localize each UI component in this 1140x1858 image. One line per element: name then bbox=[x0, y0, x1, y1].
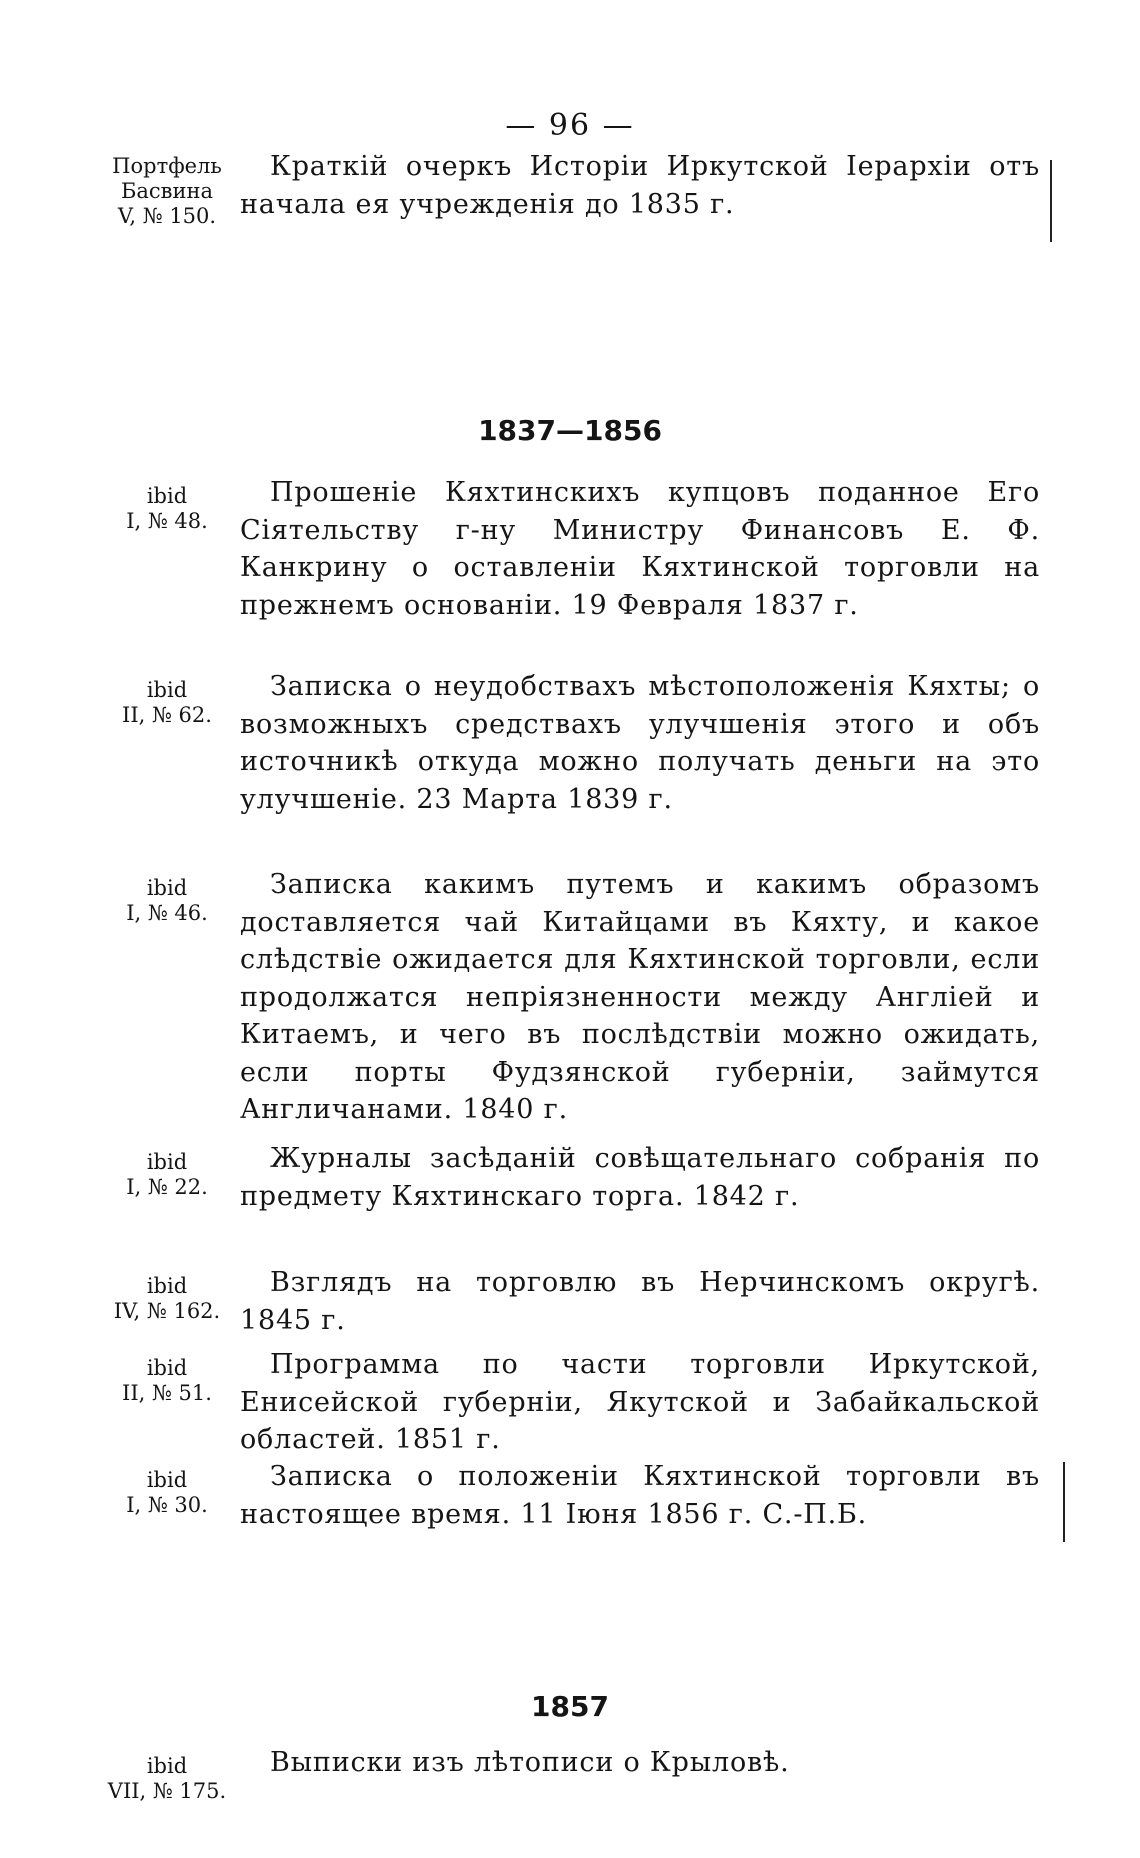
entry-text: Краткій очеркъ Исторіи Иркутской Іерархіи отъ начала ея учрежденія до 1835 г. bbox=[240, 151, 1040, 220]
archive-reference bbox=[92, 876, 242, 926]
archive-reference bbox=[92, 1150, 242, 1200]
reference-line: II, № 62. bbox=[122, 703, 212, 727]
reference-line: Басвина bbox=[120, 179, 214, 203]
reference-line: I, № 46. bbox=[126, 901, 208, 925]
reference-line: I, № 30. bbox=[126, 1493, 208, 1517]
reference-line: I, № 48. bbox=[126, 509, 208, 533]
reference-line: I, № 22. bbox=[126, 1175, 208, 1199]
reference-line: ibid bbox=[146, 678, 188, 702]
entry-text: Программа по части торговли Иркутской, Енисейской губерніи, Якутской и Забайкальской областей. 1851 г. bbox=[240, 1349, 1040, 1455]
entry-text: Записка о положеніи Кяхтинской торговли въ настоящее время. 11 Іюня 1856 г. С.-П.Б. bbox=[240, 1461, 1040, 1530]
reference-line: ibid bbox=[146, 484, 188, 508]
reference-line: V, № 150. bbox=[117, 204, 217, 228]
entry-text: Взглядъ на торговлю въ Нерчинскомъ округѣ. 1845 г. bbox=[240, 1267, 1040, 1336]
margin-bracket bbox=[1050, 160, 1052, 242]
archive-reference bbox=[92, 1274, 242, 1324]
reference-line: II, № 51. bbox=[122, 1381, 212, 1405]
archive-reference bbox=[92, 1754, 242, 1804]
archive-reference bbox=[92, 1468, 242, 1518]
section-heading: 1857 bbox=[531, 1690, 609, 1723]
entry-text: Записка какимъ путемъ и какимъ образомъ доставляется чай Китайцами въ Кяхту, и какое слѣдствіе ожидается для Кяхтинской торговли, если продолжатся непріязненности между Англіей и Китаемъ, и чего въ послѣдствіи можно ожидать, если порты Фудзянской губерніи, займутся Англичанами. 1840 г. bbox=[240, 869, 1040, 1125]
archive-reference bbox=[92, 1356, 242, 1406]
entry-text: Выписки изъ лѣтописи о Крыловѣ. bbox=[270, 1747, 790, 1778]
archive-reference bbox=[92, 484, 242, 534]
reference-line: ibid bbox=[146, 1754, 188, 1778]
reference-line: ibid bbox=[146, 1468, 188, 1492]
reference-line: VII, № 175. bbox=[107, 1779, 227, 1803]
reference-line: IV, № 162. bbox=[113, 1299, 221, 1323]
reference-line: ibid bbox=[146, 1274, 188, 1298]
archive-reference bbox=[92, 154, 242, 229]
margin-bracket bbox=[1063, 1462, 1065, 1542]
archive-reference bbox=[92, 678, 242, 728]
page-number: — 96 — bbox=[505, 108, 635, 143]
reference-line: Портфель bbox=[112, 154, 222, 178]
reference-line: ibid bbox=[146, 876, 188, 900]
entry-text: Журналы засѣданій совѣщательнаго собранія по предмету Кяхтинскаго торга. 1842 г. bbox=[240, 1143, 1040, 1212]
reference-line: ibid bbox=[146, 1356, 188, 1380]
section-heading: 1837—1856 bbox=[478, 414, 662, 447]
entry-text: Прошеніе Кяхтинскихъ купцовъ поданное Его Сіятельству г-ну Министру Финансовъ Е. Ф. Канкрину о оставленіи Кяхтинской торговли на прежнемъ основаніи. 19 Февраля 1837 г. bbox=[240, 477, 1040, 621]
entry-text: Записка о неудобствахъ мѣстоположенія Кяхты; о возможныхъ средствахъ улучшенія этого и объ источникѣ откуда можно получать деньги на это улучшеніе. 23 Марта 1839 г. bbox=[240, 671, 1040, 815]
reference-line: ibid bbox=[146, 1150, 188, 1174]
